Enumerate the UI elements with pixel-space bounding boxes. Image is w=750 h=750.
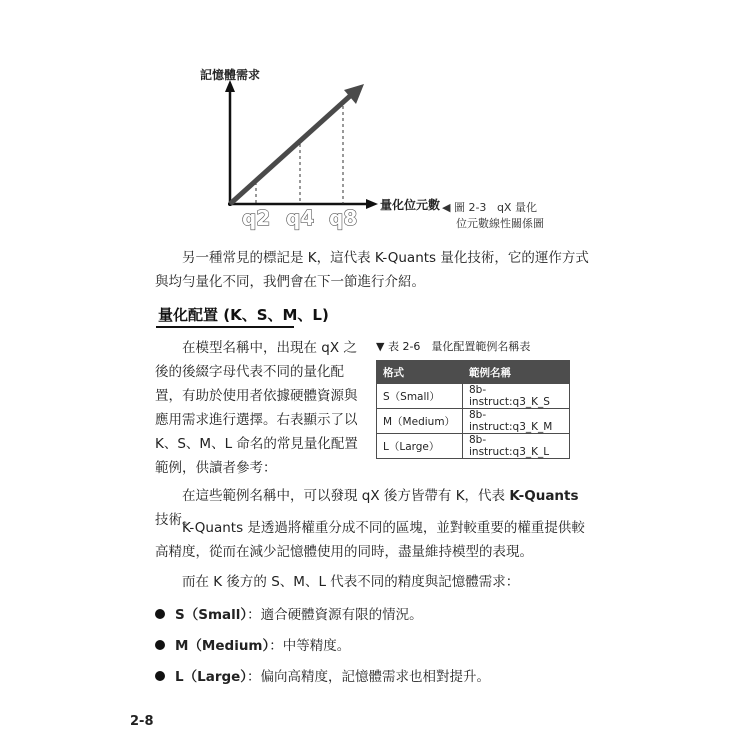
p3-prefix: 在這些範例名稱中，可以發現 qX 後方皆帶有 K，代表 xyxy=(182,488,510,504)
p3-suffix: 技術。 xyxy=(155,512,196,528)
bullet-dot-icon xyxy=(155,609,165,619)
bullet-dot-icon xyxy=(155,671,165,681)
table-title: ▼ 表 2-6 量化配置範例名稱表 xyxy=(376,340,531,353)
figure-memory-vs-bits xyxy=(180,60,560,240)
paragraph-kquants-explain: K-Quants 是透過將權重分成不同的區塊，並對較重要的權重提供較高精度，從而在減少記憶體使用的同時，盡量維持模型的表現。 xyxy=(155,520,585,560)
q4-label: q4 xyxy=(286,206,315,230)
table-header-format: 格式 xyxy=(377,361,463,384)
q2-label: q2 xyxy=(242,206,271,230)
caption-marker-icon: ◀ xyxy=(442,201,451,214)
section-underline xyxy=(156,326,294,328)
table-cell-example: 8b-instruct:q3_K_S xyxy=(463,384,570,409)
trend-line xyxy=(230,96,350,204)
bullet-desc: ：適合硬體資源有限的情況。 xyxy=(247,607,423,623)
table-row xyxy=(377,434,570,459)
p3-bold-term: K-Quants xyxy=(509,488,579,504)
bullet-dot-icon xyxy=(155,640,165,650)
caption-number: 圖 2-3 xyxy=(453,201,487,214)
list-item xyxy=(155,666,490,688)
table-row xyxy=(377,384,570,409)
table-cell-example: 8b-instruct:q3_K_L xyxy=(463,434,570,459)
table-row xyxy=(377,409,570,434)
table-cell-example: 8b-instruct:q3_K_M xyxy=(463,409,570,434)
table-header-row xyxy=(377,361,570,384)
list-item xyxy=(155,604,423,626)
caption-line1: qX 量化 xyxy=(496,201,537,214)
y-axis-label: 記憶體需求 xyxy=(200,68,261,82)
bullet-term: S（Small） xyxy=(175,607,248,623)
paragraph-suffix-intro: 在模型名稱中，出現在 qX 之後的後綴字母代表不同的量化配置，有助於使用者依據硬體資源與應用需求進行選擇。右表顯示了以 K、S、M、L 命名的常見量化配置範例，供讀者參考： xyxy=(155,340,358,476)
table-header-example: 範例名稱 xyxy=(463,361,570,384)
caption-line2: 位元數線性關係圖 xyxy=(456,217,544,230)
x-axis-arrowhead xyxy=(366,199,378,209)
table-cell-format: M（Medium） xyxy=(377,409,463,434)
q8-label: q8 xyxy=(329,206,358,230)
bullet-term: M（Medium） xyxy=(175,638,270,654)
table-cell-format: L（Large） xyxy=(377,434,463,459)
table-cell-format: S（Small） xyxy=(377,384,463,409)
bullet-desc: ：中等精度。 xyxy=(269,638,351,654)
figure-caption xyxy=(442,200,544,232)
quant-config-table xyxy=(376,360,570,459)
list-item xyxy=(155,635,350,657)
bullet-term: L（Large） xyxy=(175,669,248,685)
paragraph-sml-intro: 而在 K 後方的 S、M、L 代表不同的精度與記憶體需求： xyxy=(182,574,520,590)
paragraph-k-marker: 另一種常見的標記是 K，這代表 K-Quants 量化技術，它的運作方式與均勻量化不同，我們會在下一節進行介紹。 xyxy=(155,250,589,290)
bullet-desc: ：偏向高精度，記憶體需求也相對提升。 xyxy=(247,669,491,685)
page-number: 2-8 xyxy=(130,714,154,729)
x-axis-label: 量化位元數 xyxy=(380,198,441,212)
section-heading: 量化配置 (K、S、M、L) xyxy=(158,306,329,324)
